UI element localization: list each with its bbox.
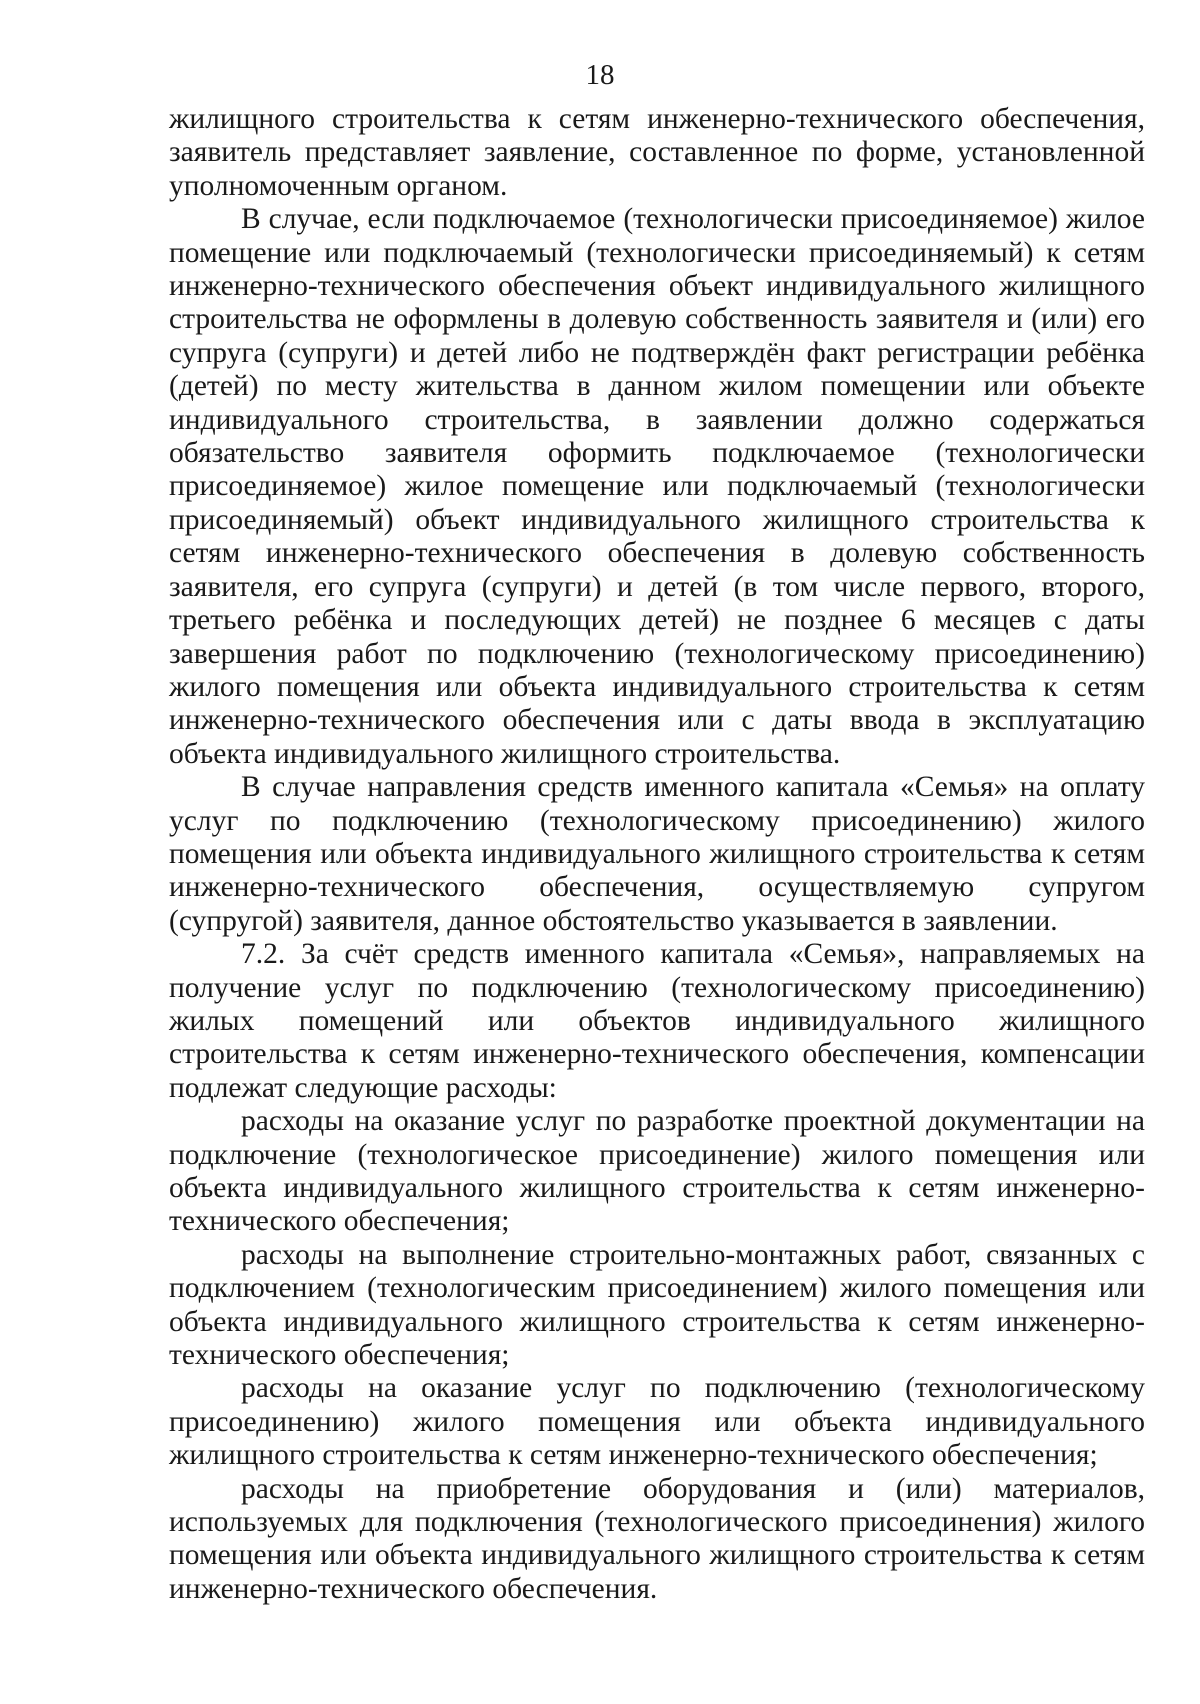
paragraph-continuation: жилищного строительства к сетям инженерно-технического обеспечения, заявитель представляет заявление, составленное по форме, установленной уполномоченным органом. — [169, 103, 1145, 202]
paragraph-spouse-payment: В случае направления средств именного капитала «Семья» на оплату услуг по подключению (технологическому присоединению) жилого помещения или объекта индивидуального жилищного строительства к сетям инженерно-технического обеспечения, осуществляемую супругом (супругой) заявителя, данное обстоятельство указывается в заявлении. — [169, 771, 1145, 937]
list-item-equipment-materials: расходы на приобретение оборудования и (или) материалов, используемых для подключения (технологического присоединения) жилого помещения или объекта индивидуального жилищного строительства к сетям инженерно-технического обеспечения. — [169, 1472, 1145, 1605]
list-item-design-documentation: расходы на оказание услуг по разработке проектной документации на подключение (технологическое присоединение) жилого помещения или объекта индивидуального жилищного строительства к сетям инженерно-технического обеспечения; — [169, 1105, 1145, 1238]
paragraph-section-7-2: 7.2. За счёт средств именного капитала «Семья», направляемых на получение услуг по подключению (технологическому присоединению) жилых помещений или объектов индивидуального жилищного строительства к сетям инженерно-технического обеспечения, компенсации подлежат следующие расходы: — [169, 938, 1145, 1104]
list-item-connection-services: расходы на оказание услуг по подключению (технологическому присоединению) жилого помещения или объекта индивидуального жилищного строительства к сетям инженерно-технического обеспечения; — [169, 1372, 1145, 1472]
document-body — [169, 103, 1145, 1606]
paragraph-ownership-obligation: В случае, если подключаемое (технологически присоединяемое) жилое помещение или подключаемый (технологически присоединяемый) к сетям инженерно-технического обеспечения объект индивидуального жилищного строительства не оформлены в долевую собственность заявителя и (или) его супруга (супруги) и детей либо не подтверждён факт регистрации ребёнка (детей) по месту жительства в данном жилом помещении или объекте индивидуального строительства, в заявлении должно содержаться обязательство заявителя оформить подключаемое (технологически присоединяемое) жилое помещение или подключаемый (технологически присоединяемый) объект индивидуального жилищного строительства к сетям инженерно-технического обеспечения в долевую собственность заявителя, его супруга (супруги) и детей (в том числе первого, второго, третьего ребёнка и последующих детей) не позднее 6 месяцев с даты завершения работ по подключению (технологическому присоединению) жилого помещения или объекта индивидуального строительства к сетям инженерно-технического обеспечения или с даты ввода в эксплуатацию объекта индивидуального жилищного строительства. — [169, 203, 1145, 770]
page-number: 18 — [585, 59, 615, 91]
list-item-construction-works: расходы на выполнение строительно-монтажных работ, связанных с подключением (технологическим присоединением) жилого помещения или объекта индивидуального жилищного строительства к сетям инженерно-технического обеспечения; — [169, 1238, 1145, 1372]
